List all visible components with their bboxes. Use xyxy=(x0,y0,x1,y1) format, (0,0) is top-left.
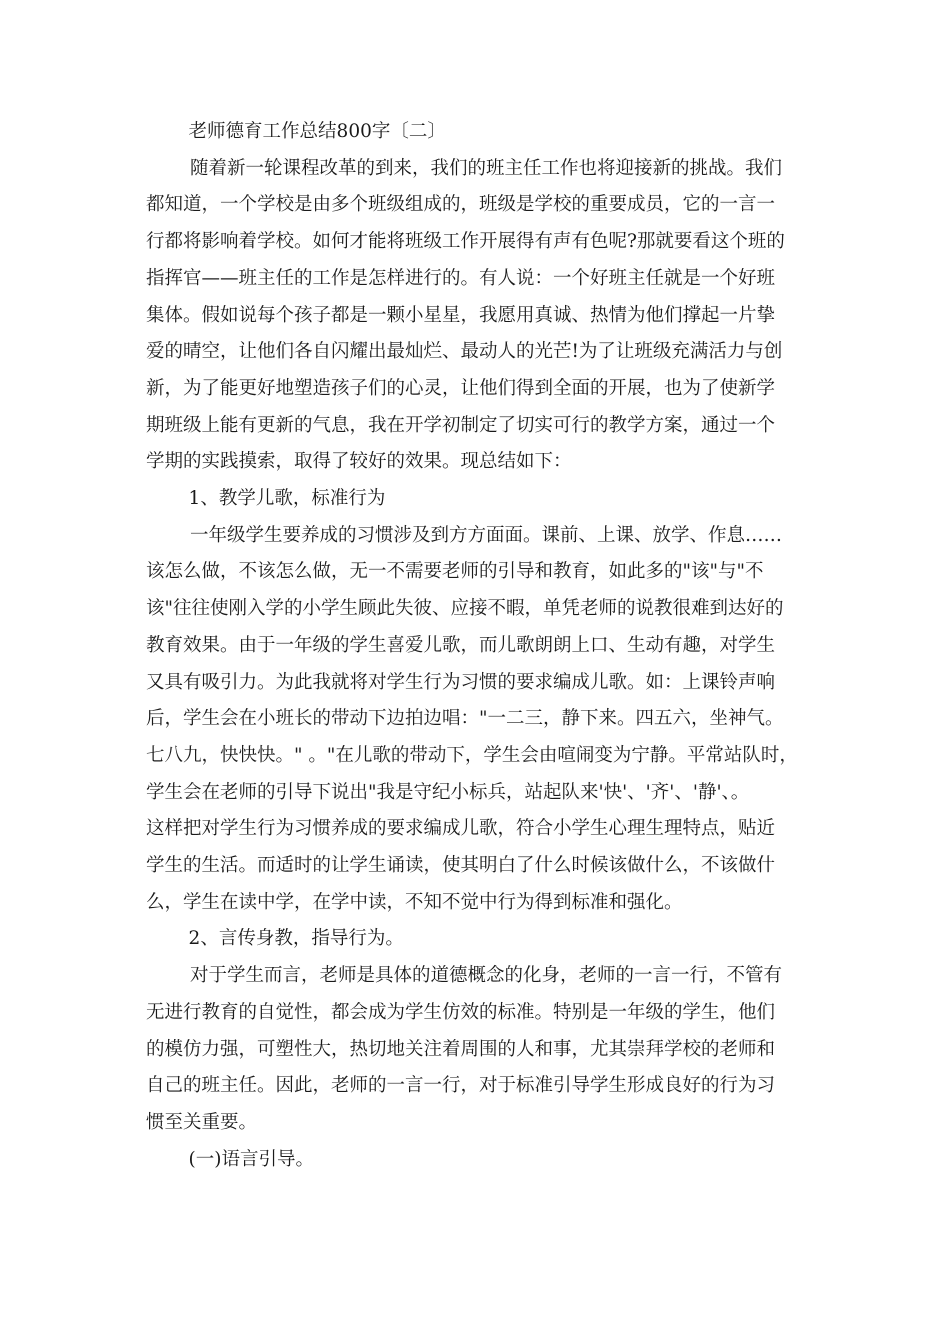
intro-paragraph xyxy=(146,151,818,481)
paragraph-line: 该怎么做，不该怎么做，无一不需要老师的引导和教育，如此多的"该"与"不 xyxy=(146,561,764,583)
paragraph-line: 学生的生活。而适时的让学生诵读，使其明白了什么时候该做什么，不该做什 xyxy=(146,855,776,877)
paragraph-line: 教育效果。由于一年级的学生喜爱儿歌，而儿歌朗朗上口、生动有趣，对学生 xyxy=(146,634,776,656)
paragraph-line: 指挥官——班主任的工作是怎样进行的。有人说：一个好班主任就是一个好班 xyxy=(146,267,776,289)
document-body xyxy=(146,114,818,1178)
section-heading-1-text: 1、教学儿歌，标准行为 xyxy=(188,488,386,510)
document-title-text: 老师德育工作总结800字〔二〕 xyxy=(188,121,446,142)
section1-paragraph xyxy=(146,518,818,922)
paragraph-line: 后，学生会在小班长的带动下边拍边唱："一二三，静下来。四五六，坐神气。 xyxy=(146,708,784,730)
paragraph-line: 的模仿力强，可塑性大，热切地关注着周围的人和事，尤其崇拜学校的老师和 xyxy=(146,1038,776,1060)
paragraph-line: 无进行教育的自觉性，都会成为学生仿效的标准。特别是一年级的学生，他们 xyxy=(146,1001,776,1023)
paragraph-line: 行都将影响着学校。如何才能将班级工作开展得有声有色呢?那就要看这个班的 xyxy=(146,231,785,253)
paragraph-line: 自己的班主任。因此，老师的一言一行，对于标准引导学生形成良好的行为习 xyxy=(146,1075,776,1097)
section-heading-2 xyxy=(146,921,818,958)
paragraph-line: 又具有吸引力。为此我就将对学生行为习惯的要求编成儿歌。如：上课铃声响 xyxy=(146,671,776,693)
paragraph-line: 新，为了能更好地塑造孩子们的心灵，让他们得到全面的开展，也为了使新学 xyxy=(146,377,776,399)
paragraph-line: 学生会在老师的引导下说出"我是守纪小标兵，站起队来'快'、'齐'、'静'、。 xyxy=(146,781,750,803)
section2-paragraph xyxy=(146,958,818,1142)
paragraph-line: 一年级学生要养成的习惯涉及到方方面面。课前、上课、放学、作息…… xyxy=(190,524,783,546)
paragraph-line: 期班级上能有更新的气息，我在开学初制定了切实可行的教学方案，通过一个 xyxy=(146,414,776,436)
paragraph-line: 么，学生在读中学，在学中读，不知不觉中行为得到标准和强化。 xyxy=(146,891,683,913)
paragraph-line: 对于学生而言，老师是具体的道德概念的化身，老师的一言一行，不管有 xyxy=(190,965,783,987)
paragraph-line: 这样把对学生行为习惯养成的要求编成儿歌，符合小学生心理生理特点，贴近 xyxy=(146,818,776,840)
subsection-heading xyxy=(146,1142,818,1179)
section-heading-1 xyxy=(146,481,818,518)
subsection-heading-text: (一)语言引导。 xyxy=(188,1148,314,1170)
paragraph-line: 七八九，快快快。" 。"在儿歌的带动下，学生会由喧闹变为宁静。平常站队时， xyxy=(146,744,798,766)
paragraph-line: 爱的晴空，让他们各自闪耀出最灿烂、最动人的光芒!为了让班级充满活力与创 xyxy=(146,341,783,363)
section-heading-2-text: 2、言传身教，指导行为。 xyxy=(188,928,404,950)
paragraph-line: 集体。假如说每个孩子都是一颗小星星，我愿用真诚、热情为他们撑起一片挚 xyxy=(146,304,776,326)
paragraph-line: 惯至关重要。 xyxy=(146,1111,258,1133)
document-title xyxy=(146,114,818,151)
paragraph-line: 学期的实践摸索，取得了较好的效果。现总结如下： xyxy=(146,451,572,473)
paragraph-line: 该"往往使刚入学的小学生顾此失彼、应接不暇，单凭老师的说教很难到达好的 xyxy=(146,598,784,620)
paragraph-line: 都知道，一个学校是由多个班级组成的，班级是学校的重要成员，它的一言一 xyxy=(146,194,776,216)
paragraph-line: 随着新一轮课程改革的到来，我们的班主任工作也将迎接新的挑战。我们 xyxy=(190,157,783,179)
